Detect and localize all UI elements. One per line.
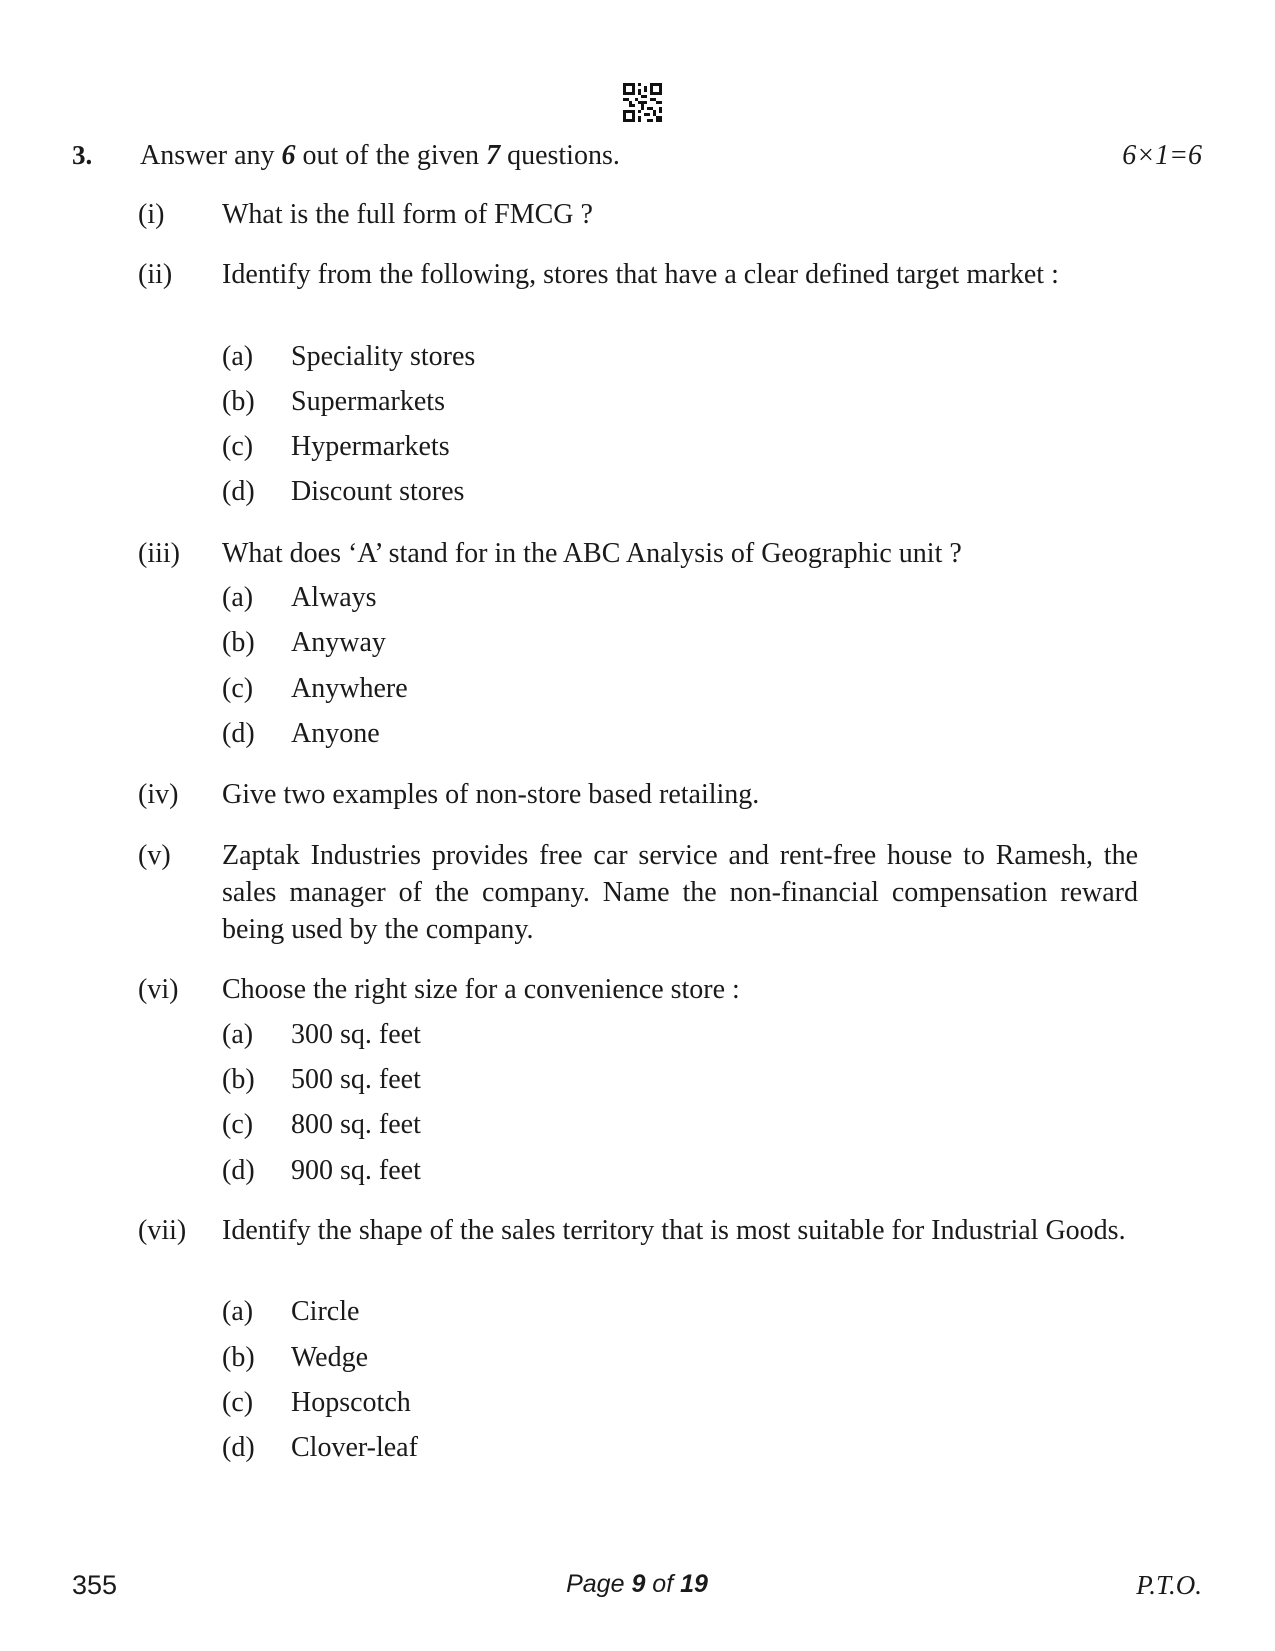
option-label: (d) — [222, 1432, 255, 1463]
option-label: (b) — [222, 386, 255, 417]
sub-question-label: (ii) — [138, 259, 173, 290]
sub-question-text: Identify the shape of the sales territory that is most suitable for Industrial Goods. — [222, 1215, 1126, 1246]
option-label: (c) — [222, 673, 254, 704]
sub-question-label: (vi) — [138, 974, 179, 1005]
page-footer — [72, 1570, 1202, 1610]
sub-question-label: (v) — [138, 840, 171, 871]
option-text: Circle — [291, 1296, 360, 1327]
sub-question-text: Choose the right size for a convenience store : — [222, 974, 740, 1005]
question-instruction: Answer any 6 out of the given 7 questions. — [140, 140, 620, 171]
sub-question-text: What is the full form of FMCG ? — [222, 199, 593, 230]
paper-code: 355 — [72, 1570, 118, 1600]
sub-question-v — [138, 837, 1138, 948]
option-text: 900 sq. feet — [291, 1155, 421, 1186]
option-text: 500 sq. feet — [291, 1064, 421, 1095]
option-text: Supermarkets — [291, 386, 445, 417]
option-label: (c) — [222, 1387, 254, 1418]
sub-question-text: Identify from the following, stores that have a clear defined target market : — [222, 259, 1059, 290]
sub-question-text: Give two examples of non-store based retailing. — [222, 779, 760, 810]
option-text: 800 sq. feet — [291, 1109, 421, 1140]
sub-question-i — [138, 196, 1138, 233]
option-text: Hopscotch — [291, 1387, 411, 1418]
option-label: (c) — [222, 431, 254, 462]
sub-question-iv — [138, 776, 1138, 813]
option-text: 300 sq. feet — [291, 1019, 421, 1050]
page-indicator: Page 9 of 19 — [566, 1570, 708, 1598]
option-label: (b) — [222, 1342, 255, 1373]
option-text: Anyway — [291, 627, 386, 658]
sub-question-vii — [138, 1212, 1138, 1286]
sub-question-label: (i) — [138, 199, 165, 230]
option-label: (b) — [222, 627, 255, 658]
question-header — [72, 140, 1202, 180]
option-text: Wedge — [291, 1342, 369, 1373]
sub-question-label: (vii) — [138, 1215, 187, 1246]
marks-allocation: 6×1=6 — [1122, 140, 1202, 171]
question-number: 3. — [72, 140, 93, 170]
sub-question-vi — [138, 971, 1138, 1008]
option-label: (b) — [222, 1064, 255, 1095]
sub-question-text: What does ‘A’ stand for in the ABC Analysis of Geographic unit ? — [222, 538, 962, 569]
option-text: Hypermarkets — [291, 431, 450, 462]
option-label: (a) — [222, 1019, 254, 1050]
option-text: Anywhere — [291, 673, 408, 704]
option-label: (d) — [222, 718, 255, 749]
sub-question-label: (iii) — [138, 538, 180, 569]
qr-code-icon — [623, 83, 662, 122]
option-text: Discount stores — [291, 476, 465, 507]
option-label: (a) — [222, 582, 254, 613]
option-text: Anyone — [291, 718, 380, 749]
sub-question-ii — [138, 256, 1138, 330]
option-label: (a) — [222, 341, 254, 372]
option-label: (a) — [222, 1296, 254, 1327]
option-text: Always — [291, 582, 377, 613]
option-text: Speciality stores — [291, 341, 476, 372]
option-text: Clover-leaf — [291, 1432, 418, 1463]
pto-label: P.T.O. — [1136, 1570, 1202, 1600]
sub-question-text: Zaptak Industries provides free car service and rent-free house to Ramesh, the sales manager of the company. Name the non-financial compensation reward being used by the company. — [222, 840, 1138, 945]
option-label: (c) — [222, 1109, 254, 1140]
sub-question-label: (iv) — [138, 779, 179, 810]
option-label: (d) — [222, 476, 255, 507]
option-label: (d) — [222, 1155, 255, 1186]
sub-question-iii — [138, 535, 1138, 572]
